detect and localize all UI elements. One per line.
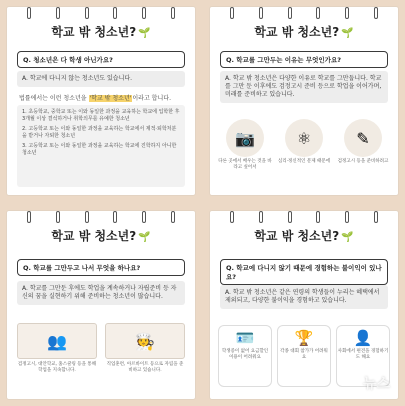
photo-study: 👥 검정고시, 대안학교, 홈스쿨링 등을 통해 학업을 지속합니다. — [17, 323, 97, 374]
trophy-icon: 🏆 — [294, 329, 314, 347]
answer-box: A. 학교에 다니지 않는 청소년도 있습니다. — [17, 71, 185, 87]
disadvantage-item: 🏆 각종 대회 참가가 어려워요 — [277, 325, 331, 387]
binder-rings — [210, 7, 398, 19]
sprout-icon: 🌱 — [341, 232, 354, 243]
list-item: 3. 고등학교 또는 이와 동일한 과정을 교육하는 학교에 진학하지 아니한 청소년 — [22, 143, 177, 156]
card-intro — [6, 6, 196, 196]
reason-item: 📷 다른 곳에서 배우는 것을 바라고 싶어서 — [218, 119, 272, 171]
list-item: 1. 초등학교, 중학교 또는 이와 동일한 과정을 교육하는 학교에 입학한 후 3개월 이상 결석하거나 취학의무를 유예한 청소년 — [22, 109, 180, 122]
people-icon: 👤 — [353, 329, 373, 347]
card-title: 학교 밖 청소년? 🌱 — [254, 25, 354, 39]
answer-box: A. 학교 밖 청소년은 같은 연령의 학생들이 누리는 혜택에서 제외되고, 다양한 불이익을 경험하고 있습니다. — [220, 285, 388, 309]
news-watermark: 뉴스 — [362, 376, 390, 392]
list-item: 2. 고등학교 또는 이와 동일한 과정을 교육하는 학교에서 제적·퇴학처분을 받거나 자퇴한 청소년 — [22, 126, 177, 139]
reason-item: ✎ 검정고시 등을 준비하려고 — [336, 119, 390, 171]
card-disadvantages — [209, 210, 399, 400]
sprout-icon: 🌱 — [138, 28, 151, 39]
camera-icon: 📷 — [226, 119, 264, 157]
question-box: Q. 청소년은 다 학생 아닌가요? — [17, 51, 185, 68]
question-box: Q. 학교에 다니지 않기 때문에 경험하는 불이익이 있나요? — [220, 259, 388, 285]
job-training-icon: 🧑‍🍳 — [105, 323, 185, 359]
question-box: Q. 학교를 그만두는 이유는 무엇인가요? — [220, 51, 388, 68]
disadvantage-item: 👤 사회에서 편견을 경험하기도 해요 — [336, 325, 390, 387]
legal-note: 법률에서는 이런 청소년을 '학교 밖 청소년'이라고 합니다. — [19, 95, 171, 102]
answer-box: A. 학교 밖 청소년은 다양한 이유로 학교를 그만둡니다. 학교를 그만 둔 이후에도 검정고시 준비 등으로 학업을 이어가며, 미래를 준비하고 있습니다. — [220, 71, 388, 103]
binder-rings — [7, 211, 195, 223]
study-group-icon: 👥 — [17, 323, 97, 359]
answer-box: A. 학교를 그만둔 후에도 학업을 계속하거나 자립준비 등 자신의 꿈을 실현하기 위해 준비하는 청소년이 많습니다. — [17, 281, 185, 305]
card-title: 학교 밖 청소년? 🌱 — [51, 229, 151, 243]
disadvantage-item: 🪪 학생증이 없어 요금할인 이용이 어려워요 — [218, 325, 272, 387]
sprout-icon: 🌱 — [341, 28, 354, 39]
definition-list — [17, 105, 185, 187]
binder-rings — [210, 211, 398, 223]
student-icon: ✎ — [344, 119, 382, 157]
card-title: 학교 밖 청소년? 🌱 — [51, 25, 151, 39]
id-card-icon: 🪪 — [235, 329, 255, 347]
sprout-icon: 🌱 — [138, 232, 151, 243]
photo-job: 🧑‍🍳 직업훈련, 아르바이트 등으로 자립을 준비하고 있습니다. — [105, 323, 185, 374]
reason-item: ⚛ 심리·정신적인 문제 때문에 — [277, 119, 331, 171]
atom-icon: ⚛ — [285, 119, 323, 157]
card-reasons — [209, 6, 399, 196]
question-box: Q. 학교를 그만두고 나서 무엇을 하나요? — [17, 259, 185, 276]
binder-rings — [7, 7, 195, 19]
activity-photos — [17, 323, 185, 374]
card-activities — [6, 210, 196, 400]
card-title: 학교 밖 청소년? 🌱 — [254, 229, 354, 243]
reason-icons — [218, 119, 390, 171]
